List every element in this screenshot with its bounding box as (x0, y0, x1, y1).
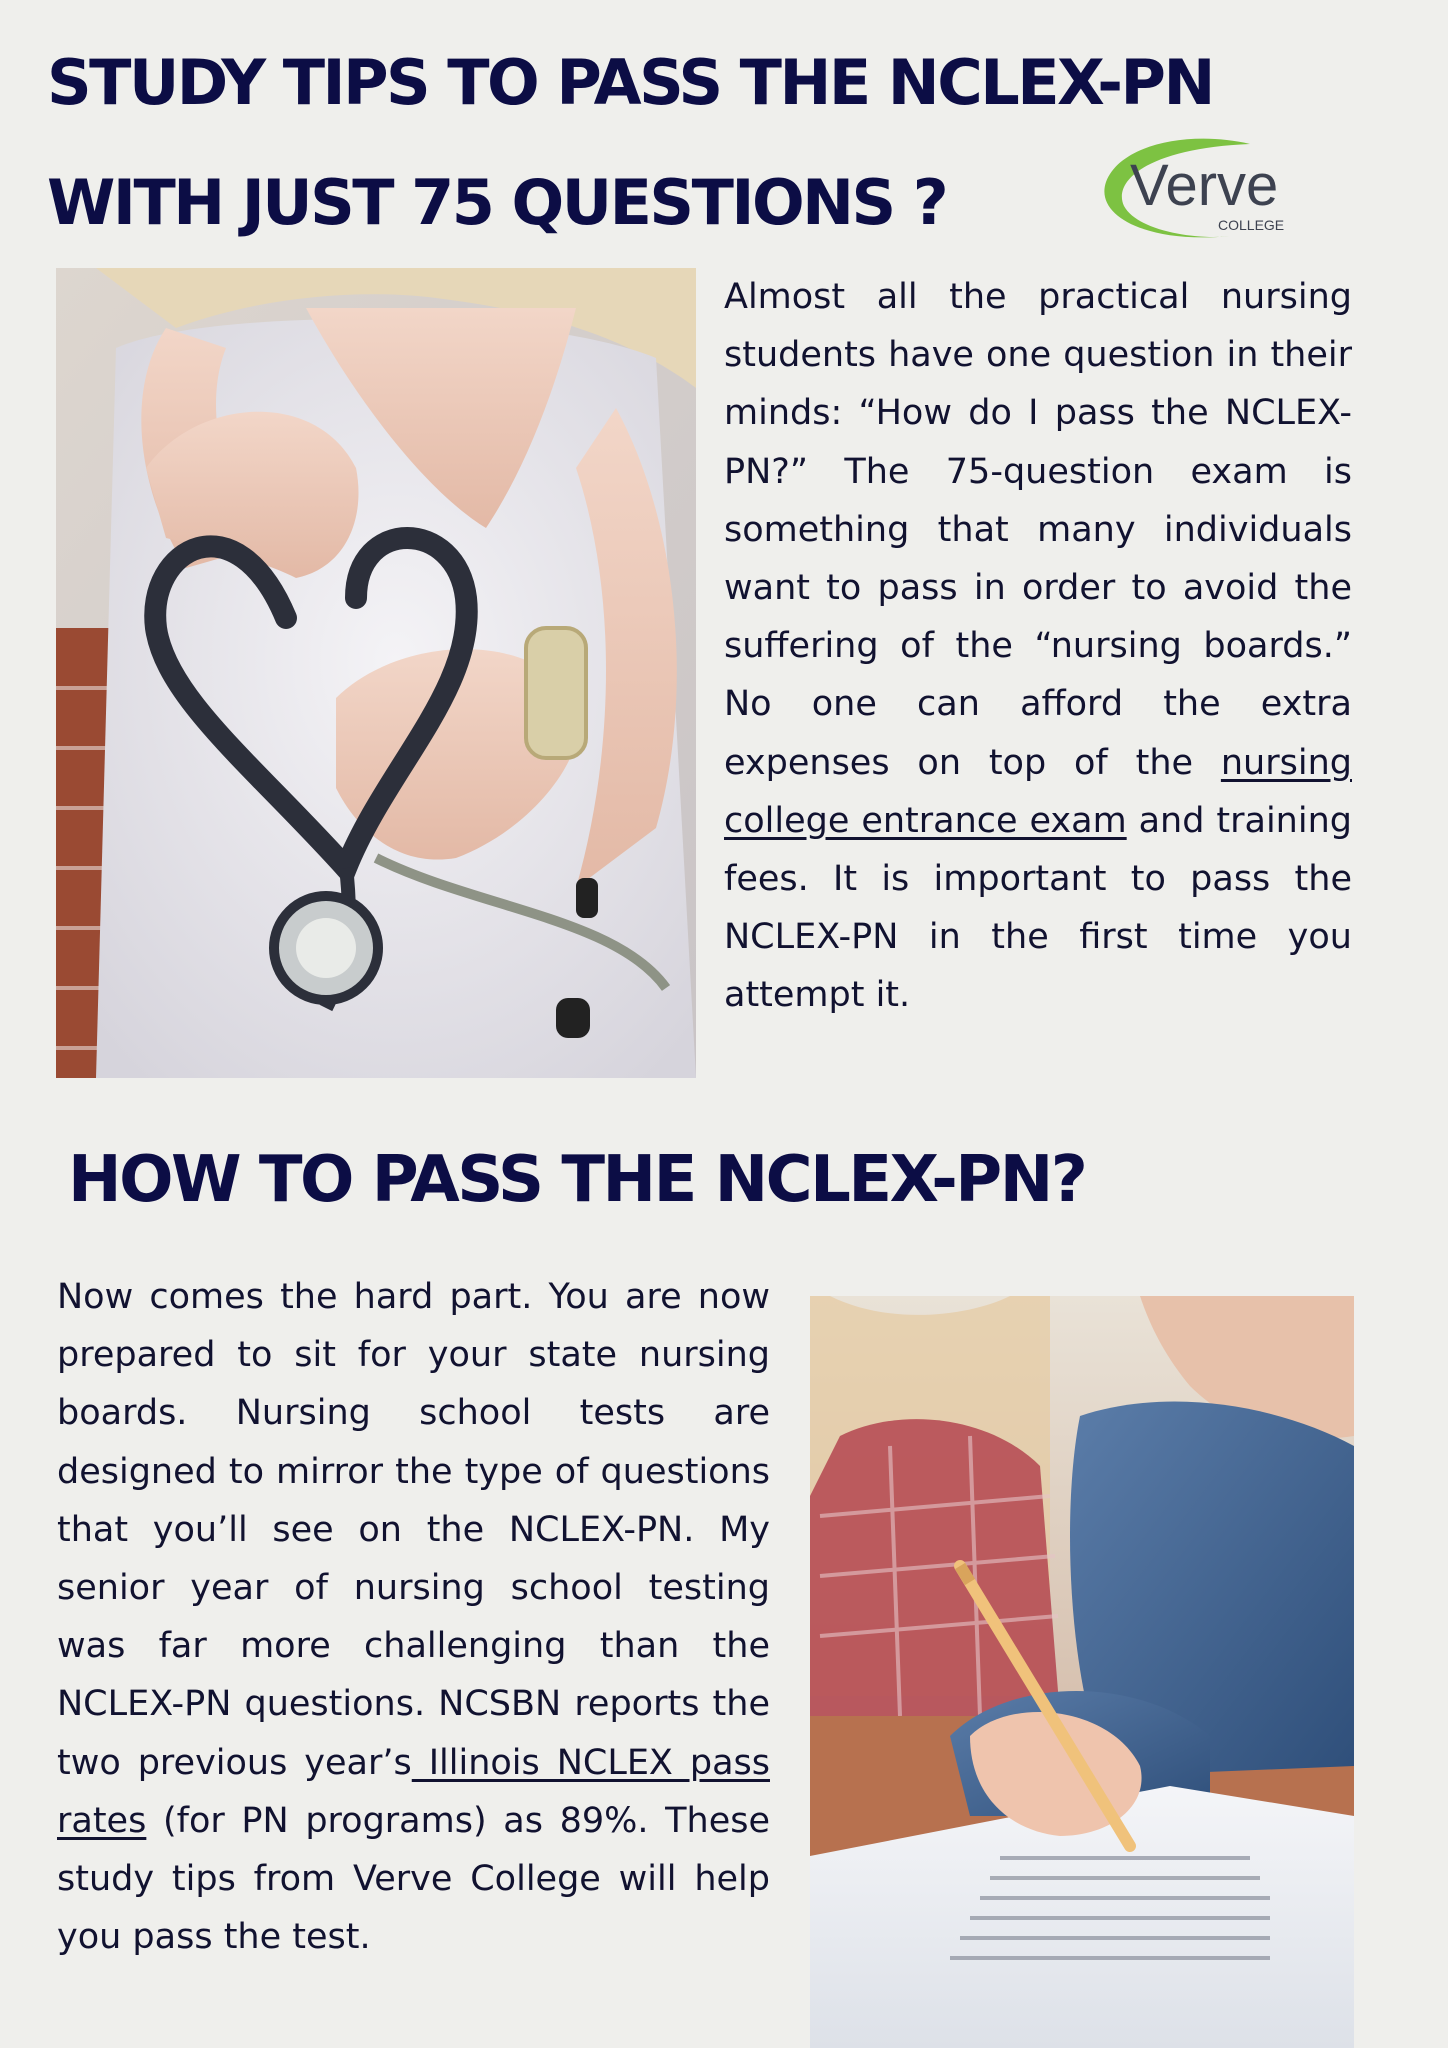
page-title-line-2: WITH JUST 75 QUESTIONS ? (47, 166, 947, 239)
illinois-nclex-pass-rates-link[interactable]: Illinois NCLEX pass rates (57, 1742, 770, 1841)
stethoscope-heart-photo (56, 268, 696, 1078)
page-title-line-1: STUDY TIPS TO PASS THE NCLEX-PN (47, 46, 1213, 119)
nursing-college-entrance-exam-link[interactable]: nursing college entrance exam (724, 742, 1352, 841)
student-taking-exam-photo (810, 1296, 1354, 2048)
section-heading: HOW TO PASS THE NCLEX-PN? (68, 1143, 1086, 1217)
logo-wordmark: Verve (1130, 153, 1279, 218)
intro-paragraph: Almost all the practical nursing students have one question in their minds: “How do I pass the NCLEX-PN?” The 75-question exam is something that many individuals want to pass in order to avoid the suffering of the “nursing boards.” No one can afford the extra expenses on top of the nursing college entrance exam and training fees. It is important to pass the NCLEX-PN in the first time you attempt it. (724, 277, 1352, 1016)
verve-college-logo (1090, 132, 1310, 262)
section-paragraph: Now comes the hard part. You are now prepared to sit for your state nursing boards. Nursing school tests are designed to mirror the type of questions that you’ll see on the NCLEX-PN. My senior year of nursing school testing was far more challenging than the NCLEX-PN questions. NCSBN reports the two previous year’s Illinois NCLEX pass rates (for PN programs) as 89%. These study tips from Verve College will help you pass the test. (57, 1277, 770, 1958)
logo-subtitle: COLLEGE (1218, 217, 1285, 233)
